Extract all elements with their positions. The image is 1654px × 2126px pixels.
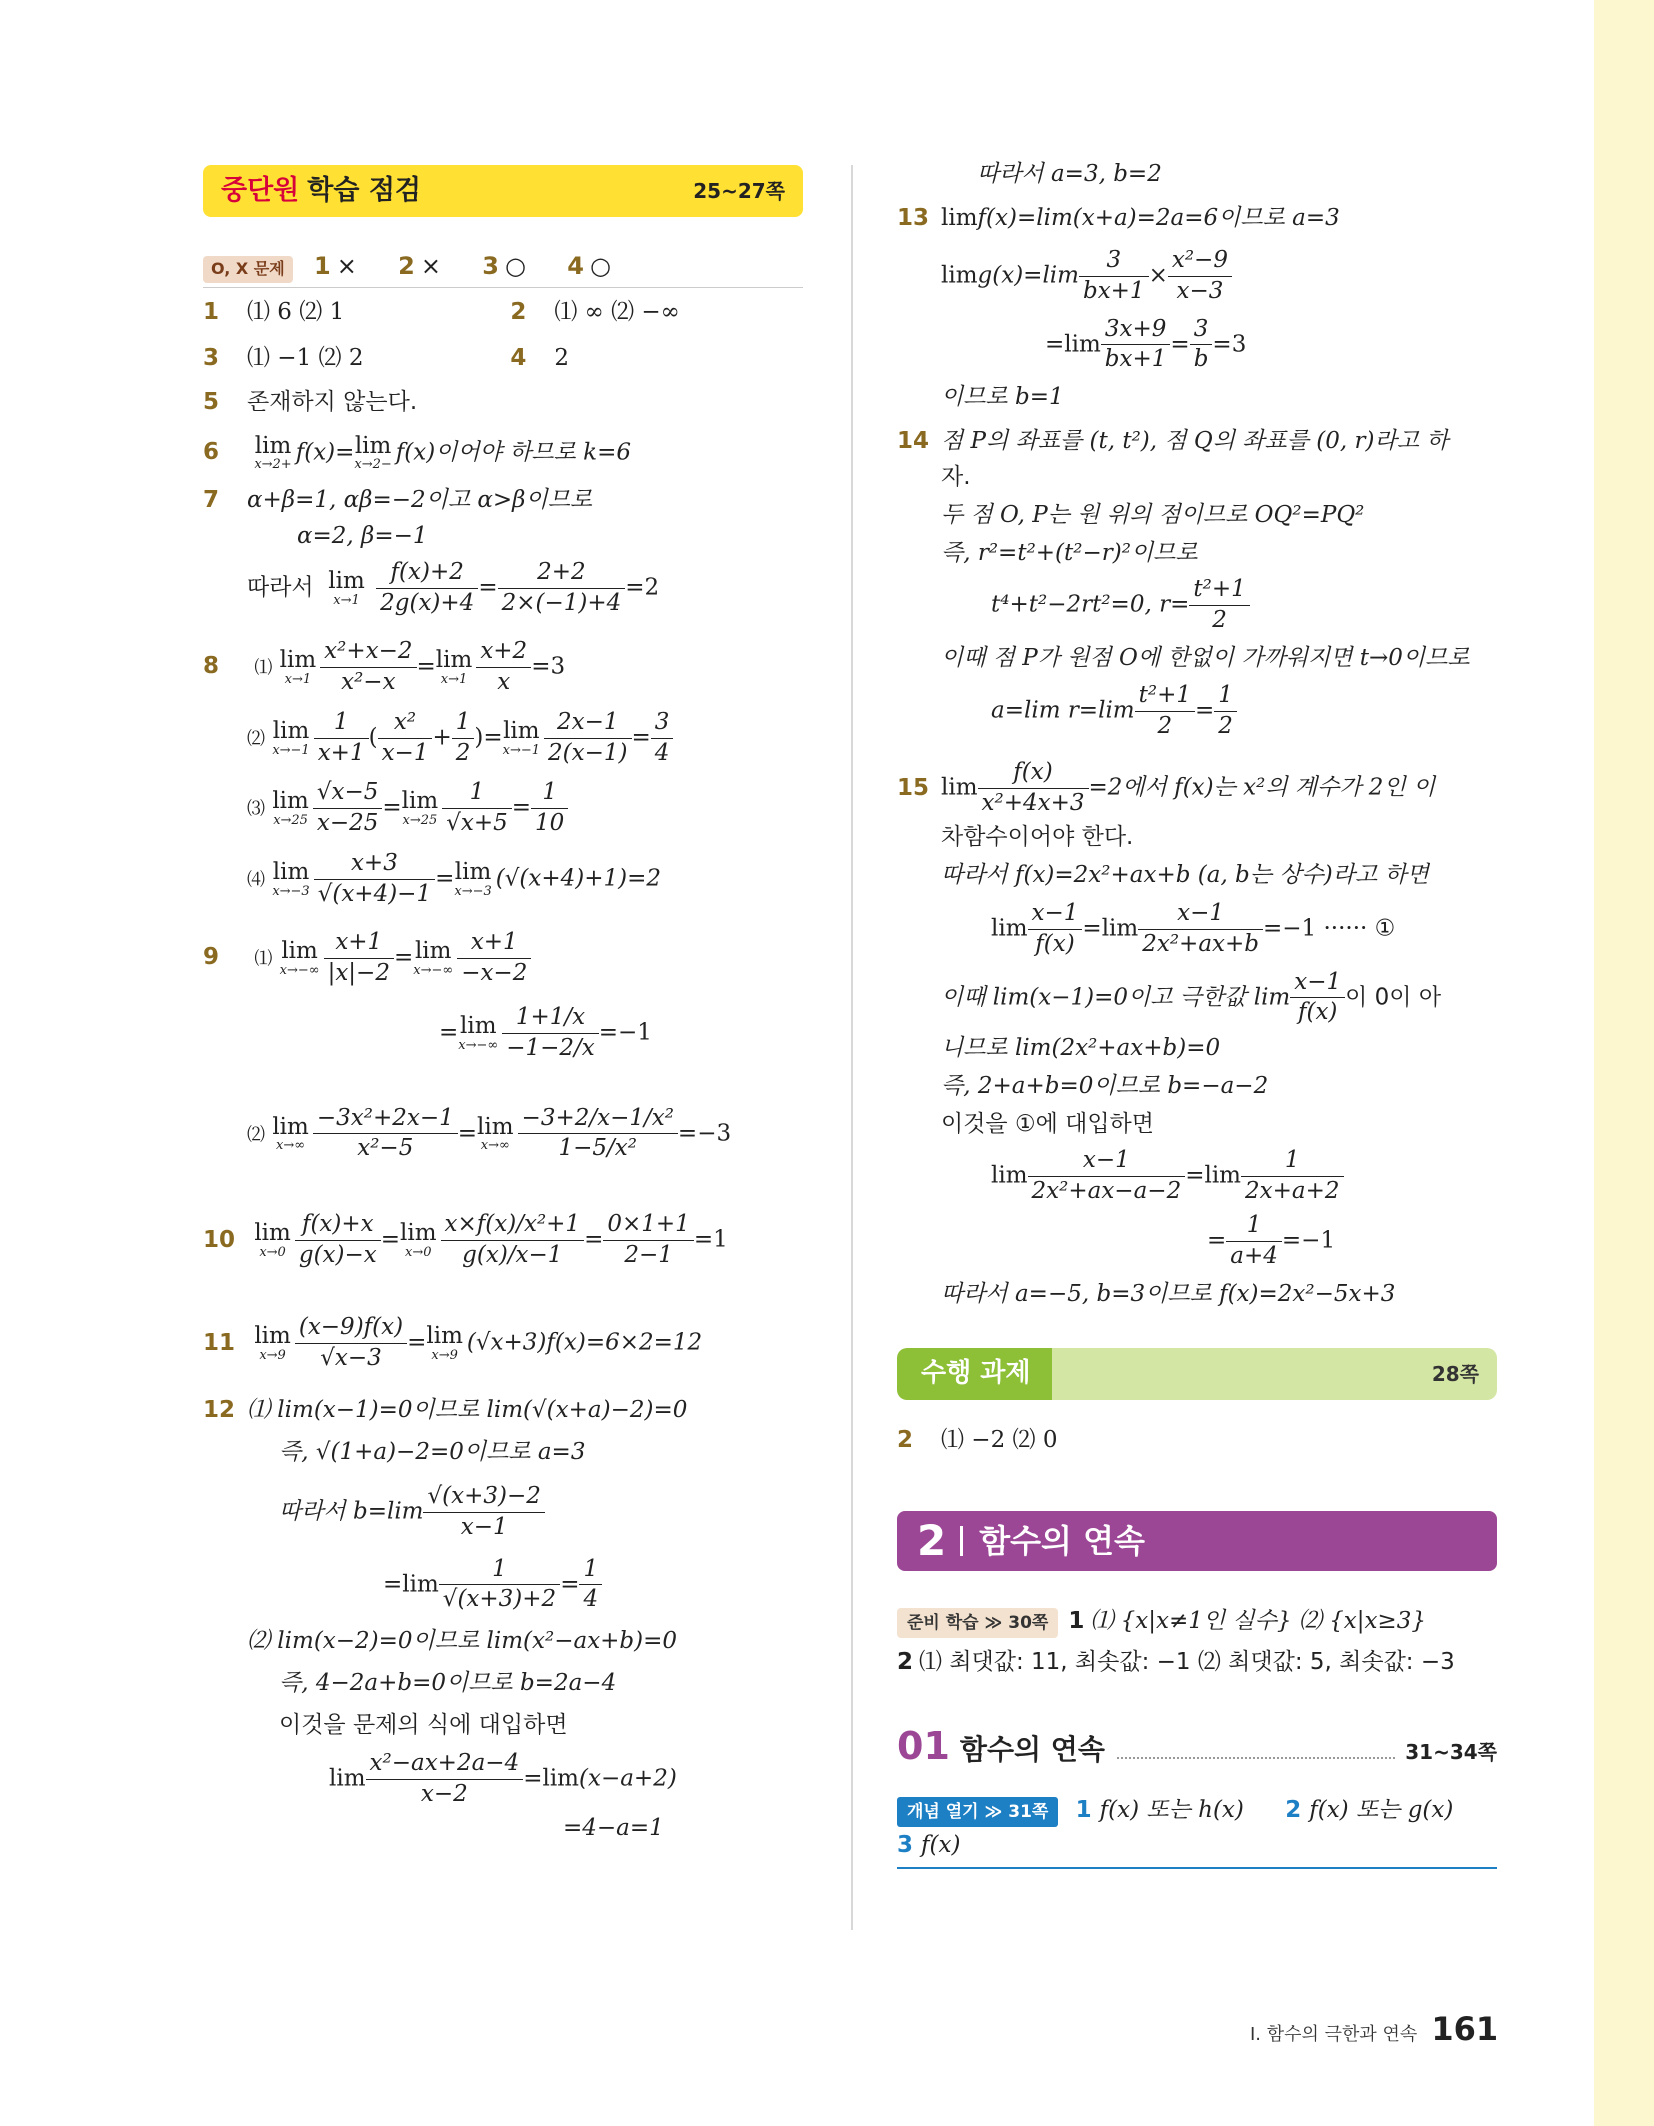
problem-number: 3 bbox=[203, 344, 220, 371]
left-column bbox=[203, 165, 803, 1844]
answer-text: f(x)이어야 하므로 k=6 bbox=[395, 438, 631, 465]
chapter-divider bbox=[960, 1526, 963, 1556]
answer-1-2 bbox=[203, 298, 803, 328]
ox-item: 1 × bbox=[314, 252, 357, 280]
answer-6: 6 lim x→2+ f(x)= lim x→2− f(x)이어야 하므로 k=6 bbox=[203, 432, 631, 473]
problem-number: 15 bbox=[897, 774, 930, 801]
open-badge: 개념 열기 ≫ 31쪽 bbox=[897, 1797, 1058, 1827]
ox-item: 4 ○ bbox=[567, 252, 611, 280]
task-answer bbox=[897, 1426, 1497, 1456]
section-title: 학습 점검 bbox=[307, 175, 421, 207]
problem-number: 13 bbox=[897, 204, 930, 231]
section-header-review bbox=[203, 165, 803, 217]
page-footer bbox=[1250, 2010, 1498, 2048]
open-row: 개념 열기 ≫ 31쪽 1 f(x) 또는 h(x) 2 f(x) 또는 g(x) bbox=[897, 1796, 1497, 1827]
task-pages: 28쪽 bbox=[1431, 1361, 1479, 1386]
prep-row-1: 준비 학습 ≫ 30쪽 1 ⑴ {x|x≠1인 실수} ⑵ {x|x≥3} bbox=[897, 1607, 1497, 1638]
problem-number: 14 bbox=[897, 428, 930, 455]
prep-row-2: 2 ⑴ 최댓값: 11, 최솟값: −1 ⑵ 최댓값: 5, 최솟값: −3 bbox=[897, 1649, 1455, 1676]
problem-number: 4 bbox=[510, 344, 527, 371]
chapter-number: 2 bbox=[917, 1516, 947, 1566]
problem-number: 2 bbox=[897, 1426, 914, 1453]
column-divider bbox=[851, 165, 853, 1930]
problem-number: 7 bbox=[203, 487, 220, 514]
subsection-pages: 31~34쪽 bbox=[1405, 1740, 1497, 1765]
ox-row bbox=[203, 251, 803, 288]
prep-badge: 준비 학습 ≫ 30쪽 bbox=[897, 1608, 1058, 1638]
answer-text: 존재하지 않는다. bbox=[247, 388, 418, 415]
section-header-task bbox=[897, 1348, 1497, 1400]
problem-number: 10 bbox=[203, 1226, 236, 1253]
ox-item: 3 ○ bbox=[482, 252, 526, 280]
answer-8: 8 ⑴ lim x→1 $\frac{\text{x²+x−2}}{\text{x²−x}}$ = lim x→1 $\frac{x+2}{x}$ =3 ⑵ lim x→−1 $\frac{1}{x+1}$ ( $\frac{\text{x²}}{x-1}$ + $\frac{1}{2}$ )= lim x→−1 $\frac{2x-1}{2(x-1)}$ = $\frac{3}{4}$ ⑶ lim x→25 $\frac{√x-5}{x-25}$ = lim x→25 $\frac{1}{√x+5}$ = $\frac{1}{10}$ ⑷ lim x→−3 $\frac{x+3}{√(x+4)-1}$ = lim x→−3 (√(x+4)+1)=2 bbox=[203, 637, 803, 910]
subsection-header bbox=[897, 1722, 1497, 1771]
answer-text: ⑴ ∞ ⑵ −∞ bbox=[554, 298, 680, 325]
section-title-red: 중단원 bbox=[221, 175, 300, 207]
subsection-title: 함수의 연속 bbox=[959, 1733, 1105, 1767]
answer-11: 11 lim x→9 $\frac{(x-9)f(x)}{√x-3}$ = lim x→9 (√x+3)f(x)=6×2=12 bbox=[203, 1314, 703, 1372]
right-column bbox=[897, 160, 1497, 1869]
answer-text: 2 bbox=[554, 344, 569, 371]
problem-number: 6 bbox=[203, 438, 220, 465]
ox-item: 2 × bbox=[398, 252, 441, 280]
answer-text: ⑴ −2 ⑵ 0 bbox=[941, 1426, 1058, 1453]
open-row-2: 3 f(x) bbox=[897, 1831, 961, 1858]
ox-badge: O, X 문제 bbox=[203, 256, 293, 283]
answer-14: 14 점 P의 좌표를 (t, t²), 점 Q의 좌표를 (0, r)라고 하 자. 두 점 O, P는 원 위의 점이므로 OQ²=PQ² 즉, r²=t²+(t²−r)²이므로 t⁴+t²−2rt²=0, r= $\frac{\text{t²+1}}{2}$ 이때 점 P가 원점 O에 한없이 가까워지면 t→0이므로 a=lim r=lim $\frac{\text{t²+1}}{2}$ = $\frac{1}{2}$ bbox=[897, 428, 1470, 740]
answer-text: ⑴ −1 ⑵ 2 bbox=[247, 344, 364, 371]
answer-7: 7 α+β=1, αβ=−2이고 α>β이므로 α=2, β=−1 따라서 lim x→1 $\frac{f(x)+2}{2g(x)+4}$ = $\frac{2+2}{2\times(-1)+4}$ =2 bbox=[203, 487, 660, 617]
footer-chapter: Ⅰ. 함수의 극한과 연속 bbox=[1250, 2024, 1418, 2045]
answer-text: ⑴ 6 ⑵ 1 bbox=[247, 298, 345, 325]
open-rule bbox=[897, 1867, 1497, 1869]
answer-3-4 bbox=[203, 344, 803, 374]
answer-12: 12 ⑴ lim(x−1)=0이므로 lim(√(x+a)−2)=0 즉, √(1+a)−2=0이므로 a=3 따라서 b=lim $\frac{√(x+3)-2}{x-1}$ =lim $\frac{1}{√(x+3)+2}$ = $\frac{1}{4}$ ⑵ lim(x−2)=0이므로 lim(x²−ax+b)=0 즉, 4−2a+b=0이므로 b=2a−4 이것을 문제의 식에 대입하면 lim $\frac{\text{x²−ax+2a−4}}{x-2}$ =lim(x−a+2) =4−a=1 bbox=[203, 1396, 688, 1841]
answer-15: 15 lim $\frac{f(x)}{\text{x²+4x+3}}$ =2에서 f(x)는 x²의 계수가 2인 이 차함수이어야 한다. 따라서 f(x)=2x²+ax+b (a, b는 상수)라고 하면 lim $\frac{x-1}{f(x)}$ =lim $\frac{x-1}{\text{2x²+ax+b}}$ =−1 ······ ① 이때 lim(x−1)=0이고 극한값 lim $\frac{x-1}{f(x)}$ 이 0이 아 니므로 lim(2x²+ax+b)=0 즉, 2+a+b=0이므로 b=−a−2 이것을 ①에 대입하면 lim $\frac{x-1}{\text{2x²+ax−a−2}}$ =lim $\frac{1}{2x+a+2}$ = $\frac{1}{a+4}$ =−1 따라서 a=−5, b=3이므로 f(x)=2x²−5x+3 bbox=[897, 759, 1442, 1307]
answer-13: 13 limf(x)=lim(x+a)=2a=6이므로 a=3 limg(x)=lim $\frac{3}{bx+1}$ × $\frac{\text{x²−9}}{x-3}$ =lim $\frac{3x+9}{bx+1}$ = $\frac{3}{b}$ =3 이므로 b=1 bbox=[897, 204, 1340, 411]
chapter-title: 함수의 연속 bbox=[979, 1521, 1145, 1560]
answer-12-cont: 따라서 a=3, b=2 bbox=[977, 161, 1162, 187]
problem-number: 8 bbox=[203, 653, 220, 680]
chapter-header bbox=[897, 1511, 1497, 1571]
answer-10: 10 lim x→0 $\frac{f(x)+x}{g(x)-x}$ = lim x→0 $\frac{\text{x×f(x)/x²+1}}{g(x)/x-1}$ = $\frac{0\times 1+1}{2-1}$ =1 bbox=[203, 1211, 728, 1269]
dot-leader bbox=[1117, 1757, 1395, 1759]
section-pages: 25~27쪽 bbox=[693, 179, 785, 203]
problem-number: 11 bbox=[203, 1329, 236, 1356]
answer-5 bbox=[203, 388, 803, 418]
problem-number: 12 bbox=[203, 1396, 236, 1423]
answer-9: 9 ⑴ lim x→−∞ $\frac{x+1}{|x|-2}$ = lim x→−∞ $\frac{x+1}{-x-2}$ = lim x→−∞ $\frac{1+1/x}{-1-2/x}$ =−1 ⑵ lim x→∞ $\frac{\text{−3x²+2x−1}}{\text{x²−5}}$ = lim x→∞ $\frac{\text{−3+2/x−1/x²}}{\text{1−5/x²}}$ =−3 bbox=[203, 929, 732, 1162]
problem-number: 5 bbox=[203, 388, 220, 415]
side-strip bbox=[1594, 0, 1654, 2126]
page-number: 161 bbox=[1431, 2010, 1499, 2048]
task-label: 수행 과제 bbox=[897, 1348, 1052, 1400]
problem-number: 1 bbox=[203, 298, 220, 325]
problem-number: 2 bbox=[510, 298, 527, 325]
subsection-number: 01 bbox=[897, 1724, 950, 1769]
ox-rule bbox=[203, 287, 803, 288]
problem-number: 9 bbox=[203, 944, 220, 971]
